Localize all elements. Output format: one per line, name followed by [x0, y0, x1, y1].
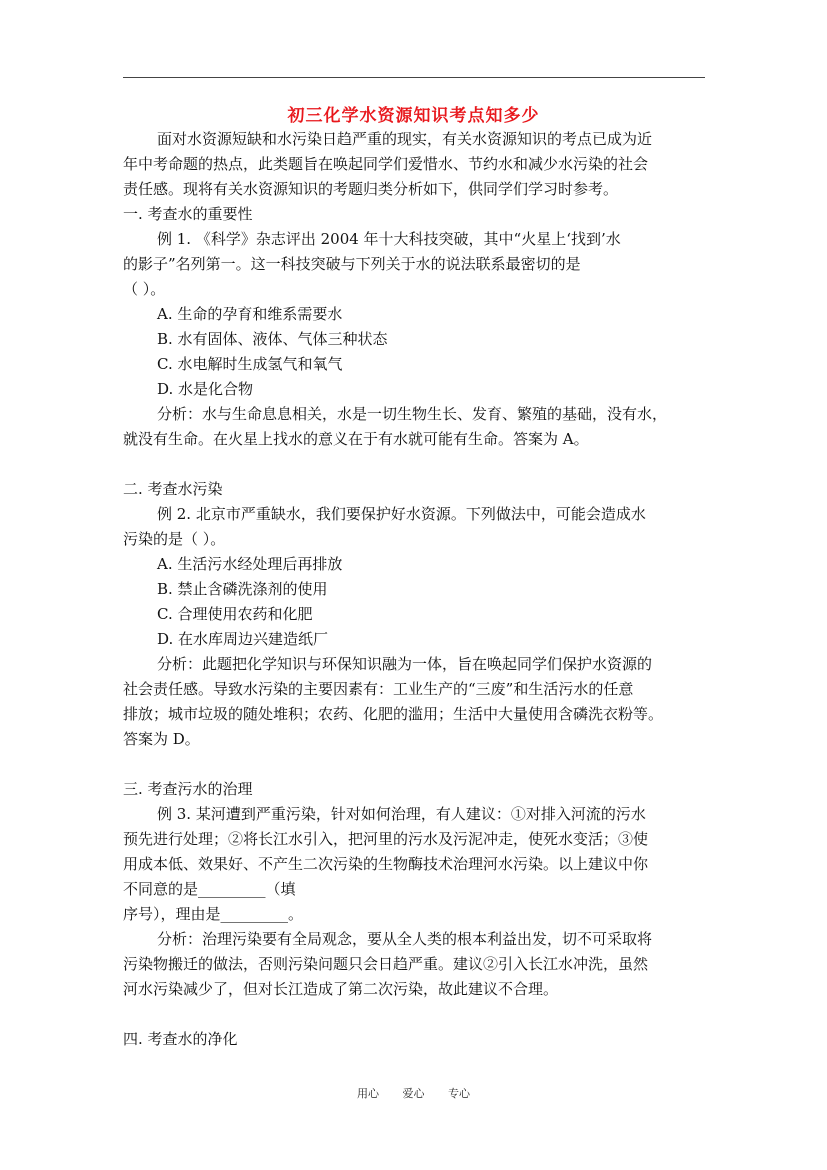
footer-text: 专心: [448, 1087, 470, 1100]
analysis-line: 分析：此题把化学知识与环保知识融为一体，旨在唤起同学们保护水资源的: [157, 655, 653, 673]
footer-text: 用心: [357, 1087, 379, 1100]
analysis-line: 社会责任感。导致水污染的主要因素有：工业生产的“三废”和生活污水的任意: [123, 680, 634, 698]
analysis-line: 排放；城市垃圾的随处堆积；农药、化肥的滥用；生活中大量使用含磷洗衣粉等。: [123, 705, 664, 723]
question-line: 的影子”名列第一。这一科技突破与下列关于水的说法联系最密切的是: [123, 255, 581, 273]
intro-line: 面对水资源短缺和水污染日趋严重的现实，有关水资源知识的考点已成为近: [157, 130, 653, 148]
analysis-line: 污染物搬迁的做法，否则污染问题只会日趋严重。建议②引入长江水冲洗，虽然: [123, 955, 649, 973]
section-heading: 三. 考查污水的治理: [123, 780, 253, 798]
footer-text: 爱心: [402, 1087, 425, 1100]
option-a: A. 生活污水经处理后再排放: [157, 555, 343, 573]
question-line: 污染的是（ ）。: [123, 530, 226, 548]
document-body: [123, 127, 723, 1052]
intro-line: 责任感。现将有关水资源知识的考题归类分析如下，供同学们学习时参考。: [123, 180, 619, 198]
option-c: C. 水电解时生成氢气和氧气: [157, 355, 343, 373]
section-heading: 二. 考查水污染: [123, 480, 223, 498]
analysis-line: 分析：治理污染要有全局观念，要从全人类的根本利益出发，切不可采取将: [157, 930, 653, 948]
question-line: 预先进行处理；②将长江水引入，把河里的污水及污泥冲走，使死水变活；③使: [123, 830, 649, 848]
document-title: 初三化学水资源知识考点知多少: [287, 106, 540, 126]
section-heading: 一. 考查水的重要性: [123, 205, 253, 223]
option-b: B. 水有固体、液体、气体三种状态: [157, 330, 388, 348]
question-line: 不同意的是_________（填: [123, 880, 296, 898]
option-c: C. 合理使用农药和化肥: [157, 605, 313, 623]
page-footer: [0, 1085, 827, 1101]
question-line: 用成本低、效果好、不产生二次污染的生物酶技术治理河水污染。以上建议中你: [123, 855, 649, 873]
header-rule: [123, 77, 705, 78]
option-a: A. 生命的孕育和维系需要水: [157, 305, 343, 323]
question-line: 例 1. 《科学》杂志评出 2004 年十大科技突破，其中“火星上‘找到’水: [157, 230, 621, 248]
question-line: 例 2. 北京市严重缺水，我们要保护好水资源。下列做法中，可能会造成水: [157, 505, 646, 523]
question-line: 序号），理由是_________。: [123, 905, 304, 923]
option-d: D. 水是化合物: [157, 380, 254, 398]
section-heading: 四. 考查水的净化: [123, 1030, 238, 1048]
question-line: 例 3. 某河遭到严重污染，针对如何治理，有人建议：①对排入河流的污水: [157, 805, 646, 823]
analysis-line: 河水污染减少了，但对长江造成了第二次污染，故此建议不合理。: [123, 980, 559, 998]
analysis-line: 就没有生命。在火星上找水的意义在于有水就可能有生命。答案为 A。: [123, 430, 589, 448]
analysis-line: 分析：水与生命息息相关，水是一切生物生长、发育、繁殖的基础，没有水，: [157, 405, 668, 423]
intro-line: 年中考命题的热点，此类题旨在唤起同学们爱惜水、节约水和减少水污染的社会: [123, 155, 649, 173]
option-b: B. 禁止含磷洗涤剂的使用: [157, 580, 328, 598]
option-d: D. 在水库周边兴建造纸厂: [157, 630, 329, 648]
analysis-line: 答案为 D。: [123, 730, 200, 748]
question-line: （ ）。: [123, 280, 166, 298]
